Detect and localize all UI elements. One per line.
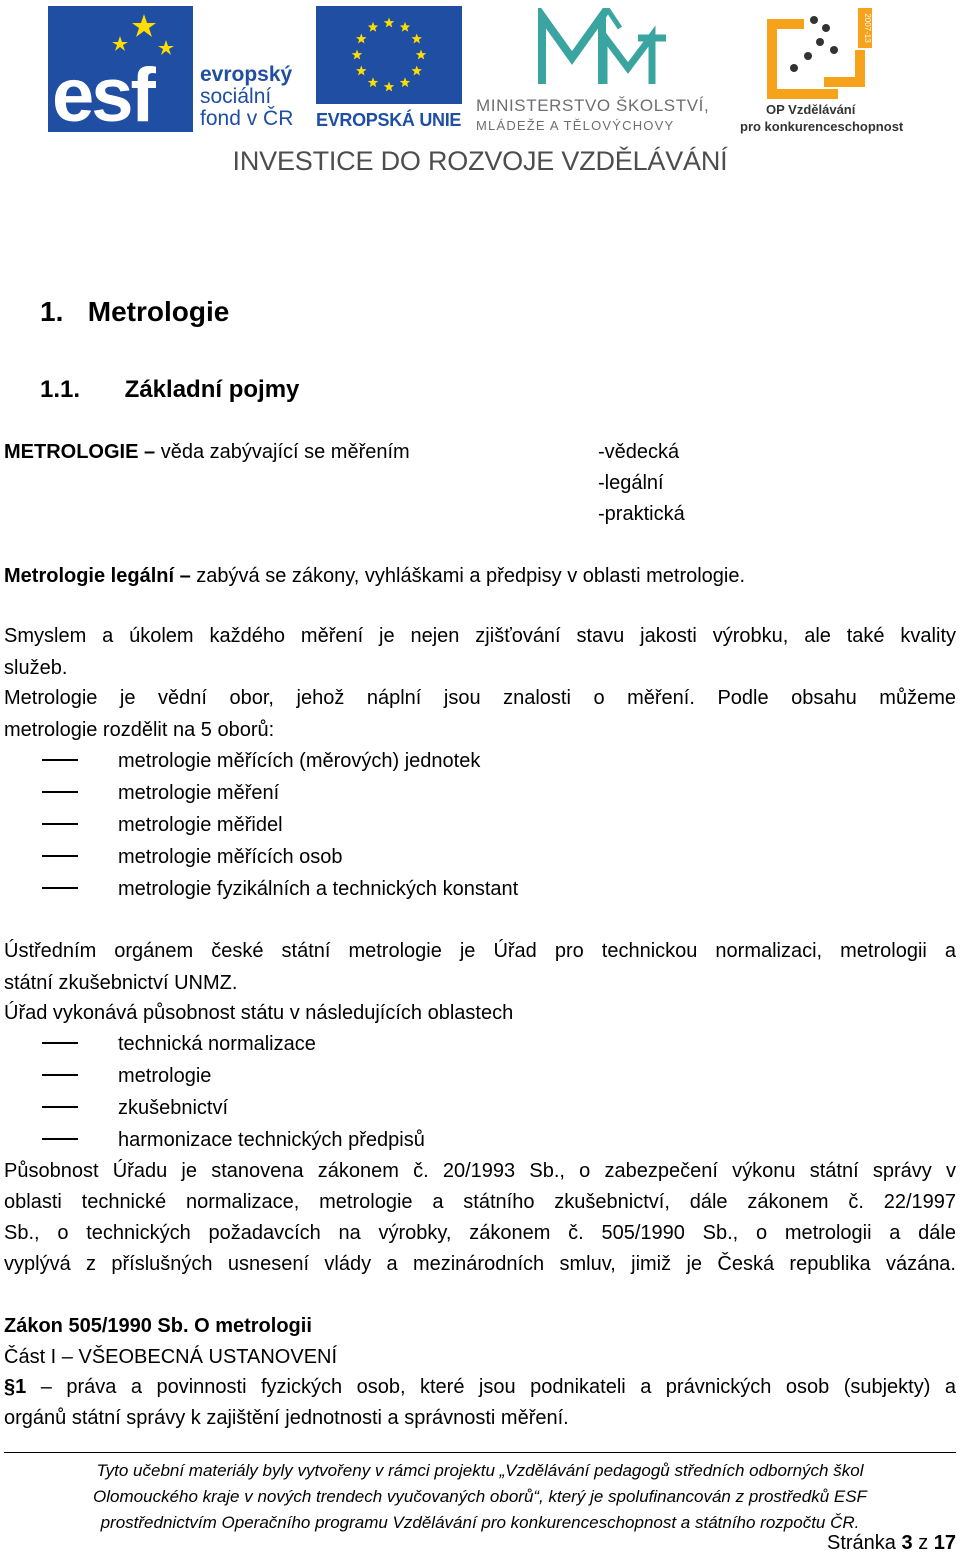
- list-item-text: metrologie fyzikálních a technických konstant: [118, 878, 519, 900]
- op-logo-mark-icon: [764, 6, 874, 102]
- paragraph-competence-line-1: Působnost Úřadu je stanovena zákonem č. 20/1993 Sb., o zabezpečení výkonu státní správy v: [4, 1160, 956, 1182]
- definition-term: METROLOGIE: [4, 441, 139, 463]
- list-item-text: technická normalizace: [118, 1033, 316, 1055]
- eu-logo-label: EVROPSKÁ UNIE: [316, 110, 462, 130]
- paragraph-office-line-3: Úřad vykonává působnost státu v následujících oblastech: [4, 1002, 514, 1024]
- page-number: [827, 1532, 956, 1555]
- list-item-text: harmonizace technických předpisů: [118, 1129, 425, 1151]
- legal-term: Metrologie legální: [4, 565, 175, 587]
- list-item: [42, 781, 279, 805]
- op-years: 2007-13: [863, 13, 872, 43]
- eu-logo: [316, 6, 466, 132]
- op-line-1: OP Vzdělávání: [766, 102, 856, 117]
- list-item: [42, 749, 480, 773]
- metrology-type-3: -praktická: [598, 503, 685, 525]
- list-item-text: metrologie měřidel: [118, 814, 283, 836]
- paragraph-office-line-1: Ústředním orgánem české státní metrologie je Úřad pro technickou normalizaci, metrologii a: [4, 940, 956, 962]
- legal-metrology-line: [4, 564, 745, 588]
- msmt-line-1: MINISTERSTVO ŠKOLSTVÍ,: [476, 96, 710, 115]
- msmt-logo: [472, 6, 732, 132]
- logo-banner: [0, 0, 960, 190]
- dash-bullet-icon: [42, 1138, 78, 1140]
- definition-text: věda zabývající se měřením: [160, 441, 410, 463]
- law-section-text: práva a povinnosti fyzických osob, které jsou podnikateli a právnických osob (subjekty) a: [66, 1376, 956, 1398]
- esf-logo-text: [200, 64, 293, 130]
- esf-line-2: sociální: [200, 85, 272, 108]
- investice-banner-text: INVESTICE DO ROZVOJE VZDĚLÁVÁNÍ: [232, 146, 728, 176]
- paragraph-competence-line-4: vyplývá z příslušných usnesení vlády a mezinárodních smluv, jimiž je Česká republika vázána.: [4, 1253, 956, 1275]
- list-item-text: metrologie měření: [118, 782, 280, 804]
- dash-bullet-icon: [42, 1074, 78, 1076]
- list-item: [42, 1064, 211, 1088]
- chapter-number: 1.: [40, 296, 64, 327]
- op-logo: [736, 6, 916, 132]
- dash-bullet-icon: [42, 823, 78, 825]
- list-item: [42, 813, 283, 837]
- dash-bullet-icon: [42, 887, 78, 889]
- list-item: [42, 1096, 228, 1120]
- list-item: [42, 1128, 425, 1152]
- page-current: 3: [901, 1532, 913, 1554]
- chapter-heading: [40, 296, 229, 328]
- paragraph-purpose-line-2: služeb.: [4, 657, 68, 679]
- eu-flag-icon: [316, 6, 462, 104]
- legal-text: zabývá se zákony, vyhláškami a předpisy v oblasti metrologie.: [196, 565, 746, 587]
- list-item-text: metrologie: [118, 1065, 212, 1087]
- footer-line-1: Tyto učební materiály byly vytvořeny v rámci projektu „Vzdělávání pedagogů středních odborných škol: [96, 1461, 864, 1480]
- page-total: 17: [933, 1532, 956, 1554]
- law-title: Zákon 505/1990 Sb. O metrologii: [4, 1315, 312, 1337]
- metrology-type-2: -legální: [598, 472, 664, 494]
- legal-dash: –: [179, 565, 191, 587]
- list-item-text: metrologie měřících osob: [118, 846, 343, 868]
- footer-line-3: prostřednictvím Operačního programu Vzdělávání pro konkurenceschopnost a státního rozpočtu ČR.: [100, 1513, 860, 1532]
- msmt-mark-icon: [538, 8, 668, 88]
- page-separator: z: [918, 1532, 929, 1554]
- footer-line-2: Olomouckého kraje v nových trendech vyučovaných oborů“, který je spolufinancován z prostředků ESF: [93, 1487, 867, 1506]
- paragraph-field-line-1: Metrologie je vědní obor, jehož náplní jsou znalosti o měření. Podle obsahu můžeme: [4, 687, 956, 709]
- chapter-title: Metrologie: [87, 296, 230, 327]
- esf-line-3: fond v ČR: [200, 107, 294, 130]
- dash-bullet-icon: [42, 791, 78, 793]
- msmt-line-2: MLÁDEŽE A TĚLOVÝCHOVY: [476, 118, 675, 133]
- list-item: [42, 877, 518, 901]
- law-section-line-2: orgánů státní správy k zajištění jednotnosti a správnosti měření.: [4, 1407, 569, 1429]
- law-part: Část I – VŠEOBECNÁ USTANOVENÍ: [4, 1346, 338, 1368]
- esf-line-1: evropský: [200, 63, 293, 86]
- dash-bullet-icon: [42, 759, 78, 761]
- paragraph-office-line-2: státní zkušebnictví UNMZ.: [4, 972, 238, 994]
- op-line-2: pro konkurenceschopnost: [740, 119, 904, 134]
- paragraph-competence-line-3: Sb., o technických požadavcích na výrobky, zákonem č. 505/1990 Sb., o metrologii a dále: [4, 1222, 956, 1244]
- esf-logo: [48, 6, 306, 138]
- law-section-dash: –: [40, 1376, 52, 1398]
- dash-bullet-icon: [42, 1042, 78, 1044]
- section-title: Základní pojmy: [124, 376, 300, 403]
- definition-line: [4, 440, 410, 464]
- metrology-type-1: -vědecká: [598, 441, 680, 463]
- dash-bullet-icon: [42, 1106, 78, 1108]
- section-heading: [40, 376, 299, 404]
- list-item: [42, 845, 343, 869]
- paragraph-purpose-line-1: Smyslem a úkolem každého měření je nejen zjišťování stavu jakosti výrobku, ale také kvality: [4, 625, 956, 647]
- footer-note: [0, 1458, 960, 1536]
- law-section-number: §1: [4, 1376, 27, 1398]
- list-item: [42, 1032, 316, 1056]
- section-number: 1.1.: [40, 376, 81, 403]
- footer-divider: [4, 1452, 956, 1453]
- esf-wordmark: esf: [52, 53, 153, 138]
- page-prefix: Stránka: [827, 1532, 896, 1554]
- paragraph-field-line-2: metrologie rozdělit na 5 oborů:: [4, 719, 275, 741]
- dash-bullet-icon: [42, 855, 78, 857]
- definition-dash: –: [144, 441, 156, 463]
- paragraph-competence-line-2: oblasti technické normalizace, metrologie a státního zkušebnictví, dále zákonem č. 22/1997: [4, 1191, 956, 1213]
- list-item-text: zkušebnictví: [118, 1097, 229, 1119]
- law-section-line-1: [4, 1372, 956, 1403]
- list-item-text: metrologie měřících (měrových) jednotek: [118, 750, 481, 772]
